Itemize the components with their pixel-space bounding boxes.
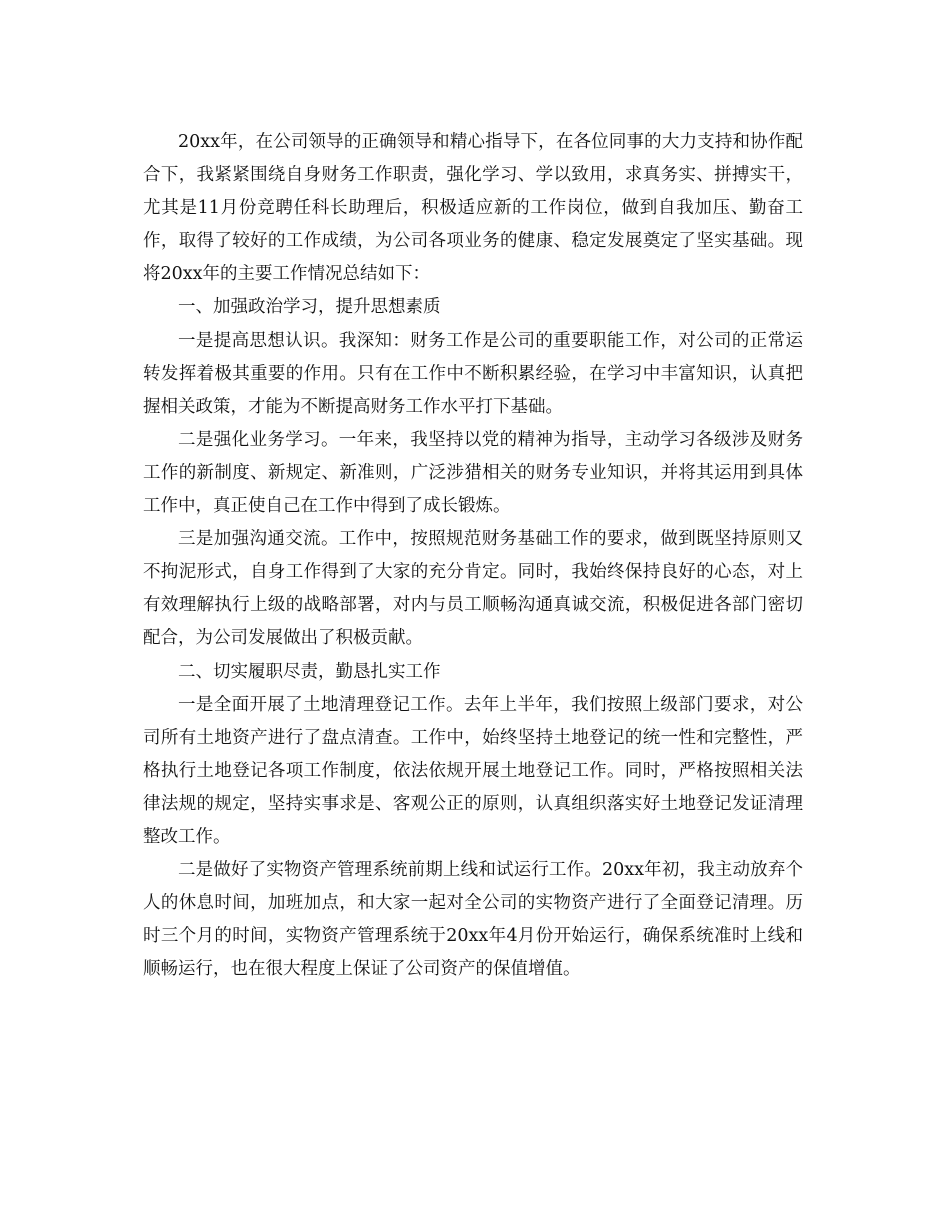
intro-paragraph: 20xx年，在公司领导的正确领导和精心指导下，在各位同事的大力支持和协作配合下，我紧紧围绕自身财务工作职责，强化学习、学以致用，求真务实、拼搏实干，尤其是11月份竞聘任科长助理后，积极适应新的工作岗位，做到自我加压、勤奋工作，取得了较好的工作成绩，为公司各项业务的健康、稳定发展奠定了坚实基础。现将20xx年的主要工作情况总结如下： [143,132,803,285]
paragraph-asset-system: 二是做好了实物资产管理系统前期上线和试运行工作。20xx年初，我主动放弃个人的休息时间，加班加点，和大家一起对全公司的实物资产进行了全面登记清理。历时三个月的时间，实物资产管理系统于20xx年4月份开始运行，确保系统准时上线和顺畅运行，也在很大程度上保证了公司资产的保值增值。 [143,860,803,980]
paragraph-business-study: 二是强化业务学习。一年来，我坚持以党的精神为指导，主动学习各级涉及财务工作的新制度、新规定、新准则，广泛涉猎相关的财务专业知识，并将其运用到具体工作中，真正使自己在工作中得到了成长锻炼。 [143,429,803,517]
paragraph-thinking: 一是提高思想认识。我深知：财务工作是公司的重要职能工作，对公司的正常运转发挥着极其重要的作用。只有在工作中不断积累经验，在学习中丰富知识，认真把握相关政策，才能为不断提高财务工作水平打下基础。 [143,330,803,417]
section-heading-2: 二、切实履职尽责，勤恳扎实工作 [178,661,441,682]
paragraph-land-registration: 一是全面开展了土地清理登记工作。去年上半年，我们按照上级部门要求，对公司所有土地资产进行了盘点清查。工作中，始终坚持土地登记的统一性和完整性，严格执行土地登记各项工作制度，依法依规开展土地登记工作。同时，严格按照相关法律法规的规定，坚持实事求是、客观公正的原则，认真组织落实好土地登记发证清理整改工作。 [143,694,803,847]
document-body [143,126,803,986]
section-heading-1: 一、加强政治学习，提升思想素质 [178,297,441,318]
paragraph-communication: 三是加强沟通交流。工作中，按照规范财务基础工作的要求，做到既坚持原则又不拘泥形式，自身工作得到了大家的充分肯定。同时，我始终保持良好的心态，对上有效理解执行上级的战略部署，对内与员工顺畅沟通真诚交流，积极促进各部门密切配合，为公司发展做出了积极贡献。 [143,529,803,649]
